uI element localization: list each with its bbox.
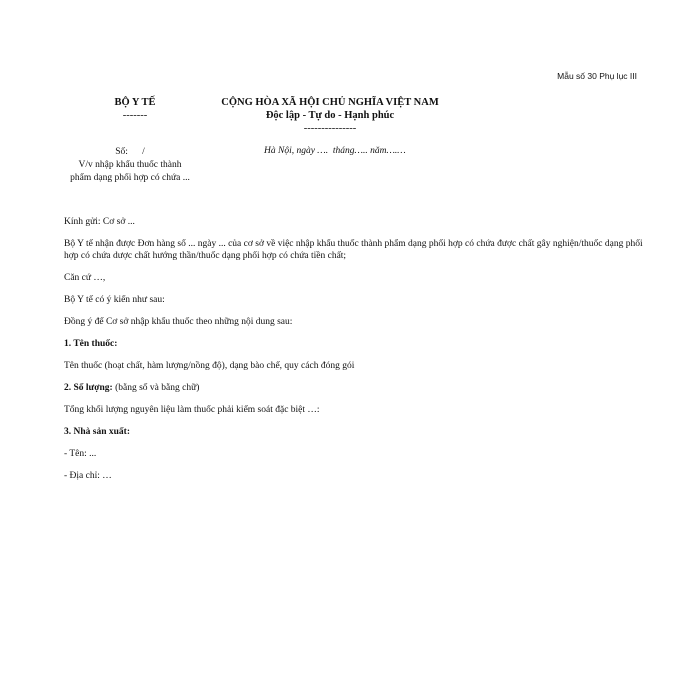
document-reference	[55, 146, 205, 185]
paragraph-opinion: Bộ Y tế có ý kiến như sau:	[64, 295, 165, 305]
document-number: Số: /	[115, 147, 145, 157]
motto: Độc lập - Tự do - Hạnh phúc	[265, 110, 395, 121]
motto-rule: ---------------	[303, 123, 357, 134]
section-2-note: (bằng số và bằng chữ)	[112, 383, 200, 393]
document-body	[64, 216, 644, 492]
paragraph-basis: Căn cứ …,	[64, 273, 106, 283]
section-2-title: 2. Số lượng:	[64, 383, 113, 393]
manufacturer-address: - Địa chỉ: …	[64, 471, 112, 481]
manufacturer-name: - Tên: ...	[64, 449, 97, 459]
recipient: Kính gửi: Cơ sở ...	[64, 217, 135, 227]
document-date: Hà Nội, ngày …. tháng….. năm….…	[264, 146, 406, 156]
nation-title: CỘNG HÒA XÃ HỘI CHỦ NGHĨA VIỆT NAM	[221, 97, 439, 108]
section-2-heading	[64, 382, 644, 394]
agency-name: BỘ Y TẾ	[114, 97, 156, 108]
paragraph-approval: Đồng ý để Cơ sở nhập khẩu thuốc theo những nội dung sau:	[64, 317, 293, 327]
subject-line-2: phẩm dạng phối hợp có chứa ...	[70, 173, 190, 183]
paragraph-intro: Bộ Y tế nhận được Đơn hàng số ... ngày ... của cơ sở về việc nhập khẩu thuốc thành phẩm dạng phối hợp có chứa được chất gây nghiện/thuốc dạng phối hợp có chứa dược chất hướng thần/thuốc dạng phối hợp có chứa tiền chất;	[64, 239, 643, 261]
section-1-text: Tên thuốc (hoạt chất, hàm lượng/nồng độ), dạng bào chế, quy cách đóng gói	[64, 361, 355, 371]
form-code: Mẫu số 30 Phụ lục III	[557, 71, 637, 81]
section-3-title: 3. Nhà sản xuất:	[64, 427, 130, 437]
section-1-title: 1. Tên thuốc:	[64, 339, 118, 349]
subject-line-1: V/v nhập khẩu thuốc thành	[78, 160, 182, 170]
agency-header	[85, 96, 185, 122]
nation-header	[200, 96, 460, 135]
section-2-text: Tổng khối lượng nguyên liệu làm thuốc phải kiểm soát đặc biệt …:	[64, 405, 320, 415]
agency-rule: -------	[122, 110, 148, 121]
